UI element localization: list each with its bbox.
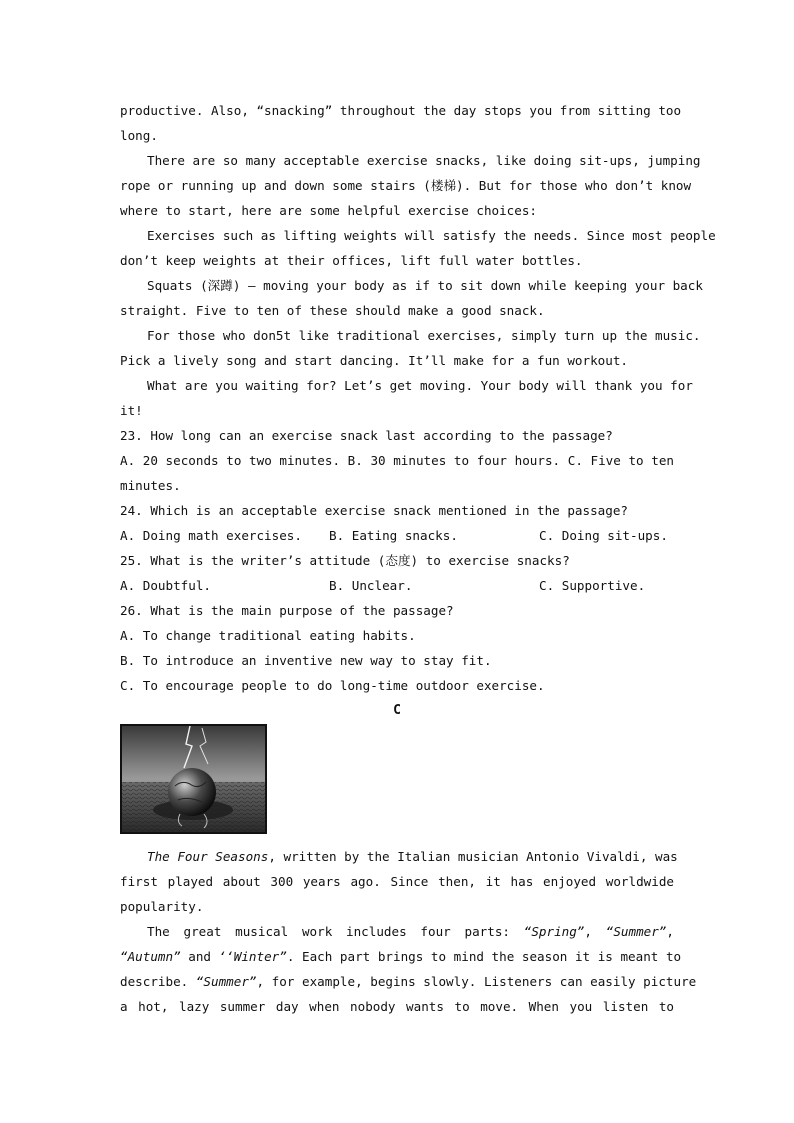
question-23: [120, 423, 674, 498]
passage-c: [120, 844, 697, 1019]
question-options: [120, 523, 674, 548]
question-stem: 25. What is the writer’s attitude (态度) to exercise snacks?: [120, 553, 570, 568]
part-summer: “Summer”: [605, 924, 667, 939]
part-summer-ref: “Summer”: [195, 974, 257, 989]
illustration-frame: [120, 724, 674, 844]
text-line: Pick a lively song and start dancing. It’ll make for a fun workout.: [120, 353, 628, 368]
option-b: B. Eating snacks.: [329, 528, 458, 543]
text-line: where to start, here are some helpful exercise choices:: [120, 203, 538, 218]
text-line: a hot, lazy summer day when nobody wants to move. When you listen to: [120, 999, 674, 1014]
option-a: A. Doubtful.: [120, 578, 211, 593]
text-line: [120, 919, 674, 944]
text-span: The great musical work includes four parts:: [147, 924, 524, 939]
work-title: The Four Seasons: [147, 849, 269, 864]
text-line: first played about 300 years ago. Since then, it has enjoyed worldwide: [120, 874, 674, 889]
text-line: [120, 944, 682, 969]
part-winter: ‘‘Winter”: [218, 949, 287, 964]
text-line: Squats (深蹲) — moving your body as if to sit down while keeping your back: [147, 278, 703, 293]
part-autumn: “Autumn”: [120, 949, 181, 964]
option-b: B. Unclear.: [329, 578, 413, 593]
question-24: [120, 498, 674, 548]
question-stem: 26. What is the main purpose of the passage?: [120, 603, 454, 618]
question-options: A. 20 seconds to two minutes. B. 30 minutes to four hours. C. Five to ten: [120, 453, 674, 468]
option-c: C. Supportive.: [539, 578, 646, 593]
text-span: . Each part brings to mind the season it is meant to: [286, 949, 682, 964]
text-span: , written by the Italian musician Antonio Vivaldi, was: [268, 849, 678, 864]
text-span: ,: [584, 924, 606, 939]
question-stem: 23. How long can an exercise snack last according to the passage?: [120, 428, 613, 443]
text-line: [120, 844, 678, 869]
question-stem: 24. Which is an acceptable exercise snack mentioned in the passage?: [120, 503, 628, 518]
text-span: , for example, begins slowly. Listeners can easily picture: [256, 974, 697, 989]
option-c: C. Doing sit-ups.: [539, 528, 668, 543]
question-25: [120, 548, 674, 598]
question-options: [120, 573, 674, 598]
text-span: describe.: [120, 974, 196, 989]
text-line: productive. Also, “snacking” throughout the day stops you from sitting too: [120, 103, 682, 118]
text-line: it!: [120, 403, 143, 418]
text-line: There are so many acceptable exercise snacks, like doing sit-ups, jumping: [147, 153, 701, 168]
text-line: straight. Five to ten of these should make a good snack.: [120, 303, 545, 318]
text-span: ,: [666, 924, 674, 939]
text-line: Exercises such as lifting weights will satisfy the needs. Since most people: [147, 228, 716, 243]
text-line: [120, 969, 697, 994]
text-line: popularity.: [120, 899, 204, 914]
globe-illustration: [120, 724, 267, 834]
section-heading: C: [393, 703, 401, 718]
text-line: For those who don5t like traditional exercises, simply turn up the music.: [147, 328, 701, 343]
option-b: B. To introduce an inventive new way to stay fit.: [120, 653, 492, 668]
text-line: rope or running up and down some stairs (楼梯). But for those who don’t know: [120, 178, 692, 193]
text-line: long.: [120, 128, 158, 143]
text-span: and: [180, 949, 219, 964]
option-c: C. To encourage people to do long-time outdoor exercise.: [120, 678, 545, 693]
passage-b: [120, 98, 716, 423]
option-a: A. Doing math exercises.: [120, 528, 302, 543]
option-a: A. To change traditional eating habits.: [120, 628, 416, 643]
document-page: [120, 98, 716, 1019]
question-options-continued: minutes.: [120, 478, 181, 493]
question-26: [120, 598, 674, 698]
part-spring: “Spring”: [523, 924, 585, 939]
text-line: What are you waiting for? Let’s get moving. Your body will thank you for: [147, 378, 693, 393]
text-line: don’t keep weights at their offices, lift full water bottles.: [120, 253, 583, 268]
